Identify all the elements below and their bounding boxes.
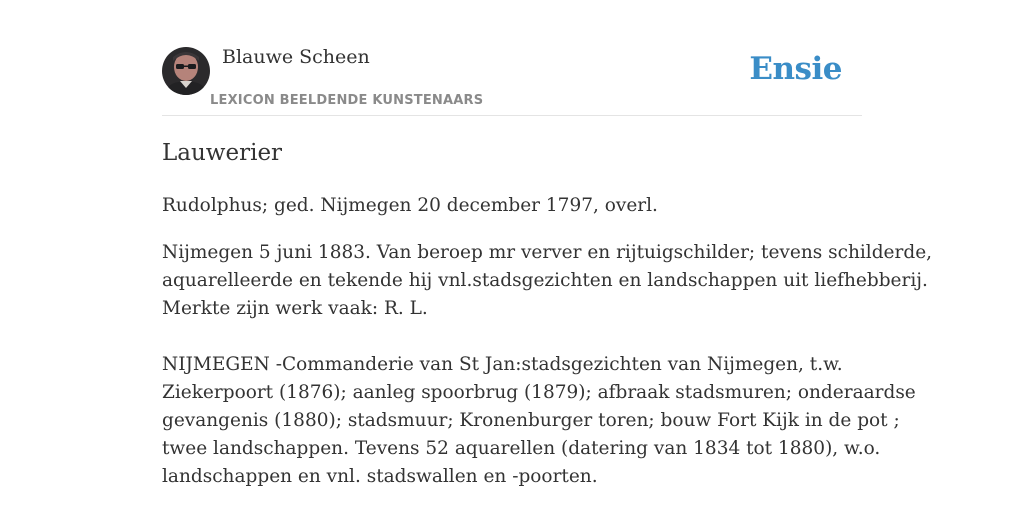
paragraph-line: Nijmegen 5 juni 1883. Van beroep mr verver en rijtuigschilder; tevens schilderde, bbox=[162, 242, 933, 263]
article-paragraph-1 bbox=[162, 192, 872, 220]
article-paragraph-2 bbox=[162, 239, 933, 323]
paragraph-line: NIJMEGEN -Commanderie van St Jan:stadsgezichten van Nijmegen, t.w. bbox=[162, 354, 843, 375]
article-title: Lauwerier bbox=[162, 140, 283, 166]
author-avatar[interactable] bbox=[162, 47, 210, 95]
paragraph-line: Ziekerpoort (1876); aanleg spoorbrug (1879); afbraak stadsmuren; onderaardse bbox=[162, 382, 916, 403]
paragraph-line: Merkte zijn werk vaak: R. L. bbox=[162, 298, 428, 319]
header-divider bbox=[162, 115, 862, 116]
paragraph-line: aquarelleerde en tekende hij vnl.stadsgezichten en landschappen uit liefhebberij. bbox=[162, 270, 928, 291]
lexicon-link[interactable]: LEXICON BEELDENDE KUNSTENAARS bbox=[210, 93, 484, 108]
avatar-image bbox=[162, 47, 210, 95]
paragraph-line: Rudolphus; ged. Nijmegen 20 december 1797, overl. bbox=[162, 195, 658, 216]
author-name[interactable]: Blauwe Scheen bbox=[222, 46, 370, 68]
paragraph-line: gevangenis (1880); stadsmuur; Kronenburger toren; bouw Fort Kijk in de pot ; bbox=[162, 410, 900, 431]
article-paragraph-3 bbox=[162, 351, 916, 491]
paragraph-line: twee landschappen. Tevens 52 aquarellen (datering van 1834 tot 1880), w.o. bbox=[162, 438, 881, 459]
ensie-logo-link[interactable]: Ensie bbox=[749, 51, 842, 87]
page-header bbox=[162, 0, 862, 116]
paragraph-line: landschappen en vnl. stadswallen en -poorten. bbox=[162, 466, 598, 487]
